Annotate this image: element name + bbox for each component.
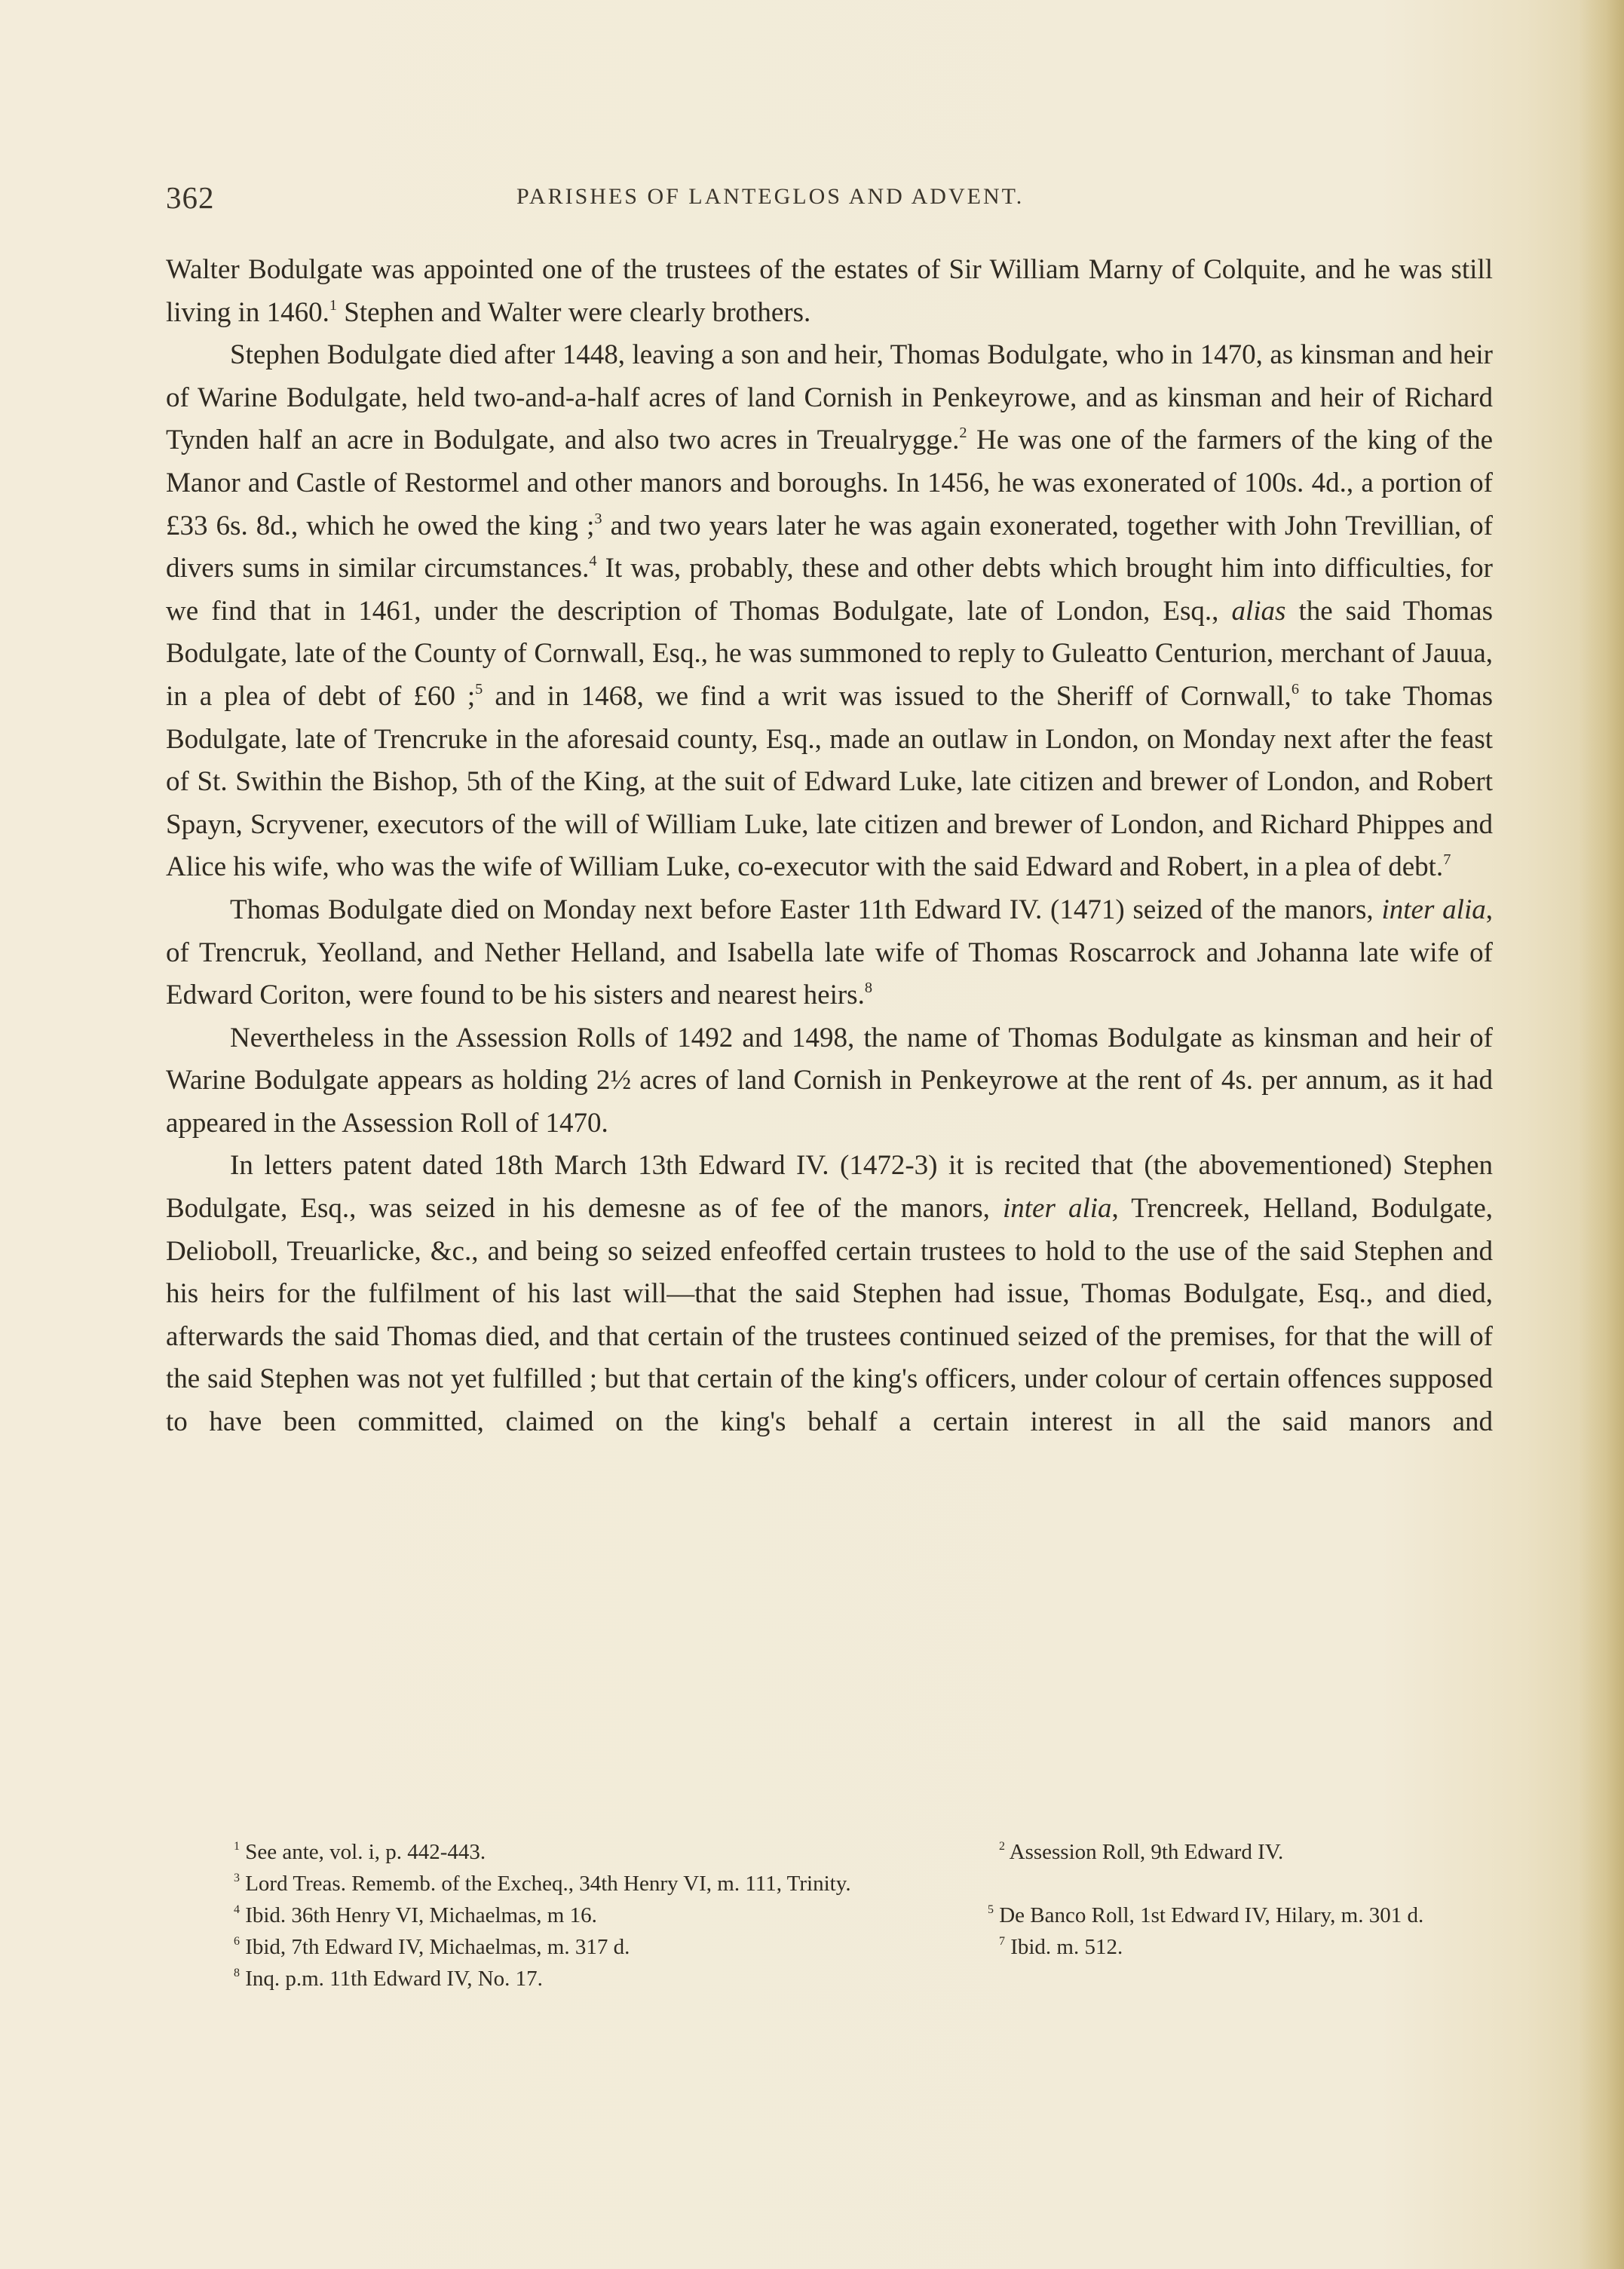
footnote-5 (988, 1900, 1423, 1931)
paragraph-2-text-b: He was one of the farmers of the king of the Manor and Castle of Restormel and other manors and boroughs. In 1456, he was exonerated of 100s. 4d., a portion of £33 6s. 8d., which he owed the king ; (166, 425, 1493, 541)
footnote-2-text: Assession Roll, 9th Edward IV. (1009, 1840, 1284, 1864)
paragraph-2-text-a: Stephen Bodulgate died after 1448, leaving a son and heir, Thomas Bodulgate, who in 1470, as kinsman and heir of Warine Bodulgate, held two-and-a-half acres of land Cornish in Penkeyrowe, and as kinsman and heir of Richard Tynden half an acre in Bodulgate, and also two acres in Treualrygge. (166, 339, 1493, 456)
footnote-6-text: Ibid, 7th Edward IV, Michaelmas, m. 317 d. (245, 1935, 630, 1959)
footnote-mark-4: 4 (234, 1903, 240, 1917)
footnote-ref-3: 3 (594, 510, 602, 527)
footnote-mark-2: 2 (999, 1840, 1005, 1854)
footnote-ref-1: 1 (329, 296, 338, 314)
footnote-ref-6: 6 (1291, 680, 1299, 698)
footnote-4 (234, 1900, 597, 1931)
paragraph-3-text-a: Thomas Bodulgate died on Monday next before Easter 11th Edward IV. (1471) seized of the manors, (230, 894, 1382, 925)
footnote-8-text: Inq. p.m. 11th Edward IV, No. 17. (245, 1967, 543, 1991)
footnote-ref-4: 4 (589, 552, 597, 569)
paragraph-1 (166, 249, 1493, 334)
footnote-row-3 (234, 1900, 1500, 1931)
page-number: 362 (166, 180, 215, 215)
paragraph-1-text: Walter Bodulgate was appointed one of the trustees of the estates of Sir William Marny of Colquite, and he was still living in 1460. (166, 254, 1493, 328)
footnote-ref-2: 2 (959, 425, 967, 442)
running-title: PARISHES OF LANTEGLOS AND ADVENT. (516, 184, 1025, 209)
footnotes (234, 1836, 1500, 1995)
footnote-7-text: Ibid. m. 512. (1010, 1935, 1123, 1959)
footnote-1-text: See ante, vol. i, p. 442-443. (245, 1840, 486, 1864)
footnote-1 (234, 1836, 486, 1868)
paragraph-5-text-a: In letters patent dated 18th March 13th Edward IV. (1472-3) it is recited that (the abovementioned) Stephen Bodulgate, Esq., was seized in his demesne as of fee of the manors, (166, 1150, 1493, 1225)
footnote-8 (234, 1963, 543, 1995)
footnote-mark-7: 7 (999, 1935, 1005, 1949)
paragraph-2-text-c: and two years later he was again exonerated, together with John Trevillian, of divers sums in similar circumstances. (166, 510, 1494, 584)
italic-alias: alias (1231, 595, 1286, 627)
page-gutter-shadow (1579, 0, 1624, 2269)
paragraph-1-tail: Stephen and Walter were clearly brothers. (337, 296, 811, 328)
italic-inter-alia: inter alia (1381, 894, 1486, 925)
footnote-6 (234, 1931, 630, 1963)
footnote-mark-1: 1 (234, 1840, 240, 1854)
paragraph-5 (166, 1145, 1493, 1443)
footnote-ref-8: 8 (864, 979, 872, 996)
footnote-3 (234, 1868, 851, 1900)
footnote-2 (999, 1836, 1283, 1868)
footnote-4-text: Ibid. 36th Henry VI, Michaelmas, m 16. (245, 1903, 597, 1927)
paragraph-5-text-b: , Trencreek, Helland, Bodulgate, Delioboll, Treuarlicke, &c., and being so seized enfeoffed certain trustees to hold to the use of the said Stephen and his heirs for the fulfilment of his last will—that the said Stephen had issue, Thomas Bodulgate, Esq., and died, afterwards the said Thomas died, and that certain of the trustees continued seized of the premises, for that the will of the said Stephen was not yet fulfilled ; but that certain of the king's officers, under colour of certain offences supposed to have been committed, claimed on the king's behalf a certain interest in all the said manors and (166, 1193, 1493, 1438)
body-text (166, 249, 1493, 1444)
paragraph-2-text-g: to take Thomas Bodulgate, late of Trencruke in the aforesaid county, Esq., made an outlaw in London, on Monday next after the feast of St. Swithin the Bishop, 5th of the King, at the suit of Edward Luke, late citizen and brewer of London, and Robert Spayn, Scryvener, executors of the will of William Luke, late citizen and brewer of London, and Richard Phippes and Alice his wife, who was the wife of William Luke, co-executor with the said Edward and Robert, in a plea of debt. (166, 680, 1494, 883)
paragraph-2-text-d: It was, probably, these and other debts which brought him into difficulties, for we find that in 1461, under the description of Thomas Bodulgate, late of London, Esq., (166, 553, 1493, 627)
paragraph-2-text-f: and in 1468, we find a writ was issued to the Sheriff of Cornwall, (483, 680, 1292, 712)
paragraph-3 (166, 889, 1493, 1017)
footnote-mark-6: 6 (234, 1935, 240, 1949)
footnote-7 (999, 1931, 1123, 1963)
footnote-row-4 (234, 1931, 1500, 1963)
paragraph-4 (166, 1017, 1493, 1145)
footnote-mark-5: 5 (988, 1903, 994, 1917)
footnote-mark-3: 3 (234, 1872, 240, 1885)
footnote-3-text: Lord Treas. Rememb. of the Excheq., 34th Henry VI, m. 111, Trinity. (245, 1872, 851, 1896)
paragraph-2-text-e: the said Thomas Bodulgate, late of the County of Cornwall, Esq., he was summoned to reply to Guleatto Centurion, merchant of Jauua, in a plea of debt of £60 ; (166, 595, 1493, 712)
footnote-row-1 (234, 1836, 1500, 1868)
italic-inter-alia-2: inter alia (1002, 1193, 1112, 1225)
footnote-row-2 (234, 1868, 1500, 1900)
page-header (166, 179, 1500, 225)
paragraph-2 (166, 334, 1493, 889)
footnote-mark-8: 8 (234, 1967, 240, 1980)
footnote-ref-7: 7 (1443, 851, 1451, 869)
footnote-row-5 (234, 1963, 1500, 1995)
footnote-ref-5: 5 (475, 680, 483, 698)
paragraph-3-text-b: , of Trencruk, Yeolland, and Nether Helland, and Isabella late wife of Thomas Roscarrock and Johanna late wife of Edward Coriton, were found to be his sisters and nearest heirs. (166, 894, 1493, 1011)
paragraph-4-text: Nevertheless in the Assession Rolls of 1492 and 1498, the name of Thomas Bodulgate as kinsman and heir of Warine Bodulgate appears as holding 2½ acres of land Cornish in Penkeyrowe at the rent of 4s. per annum, as it had appeared in the Assession Roll of 1470. (166, 1022, 1493, 1139)
footnote-5-text: De Banco Roll, 1st Edward IV, Hilary, m. 301 d. (999, 1903, 1424, 1927)
